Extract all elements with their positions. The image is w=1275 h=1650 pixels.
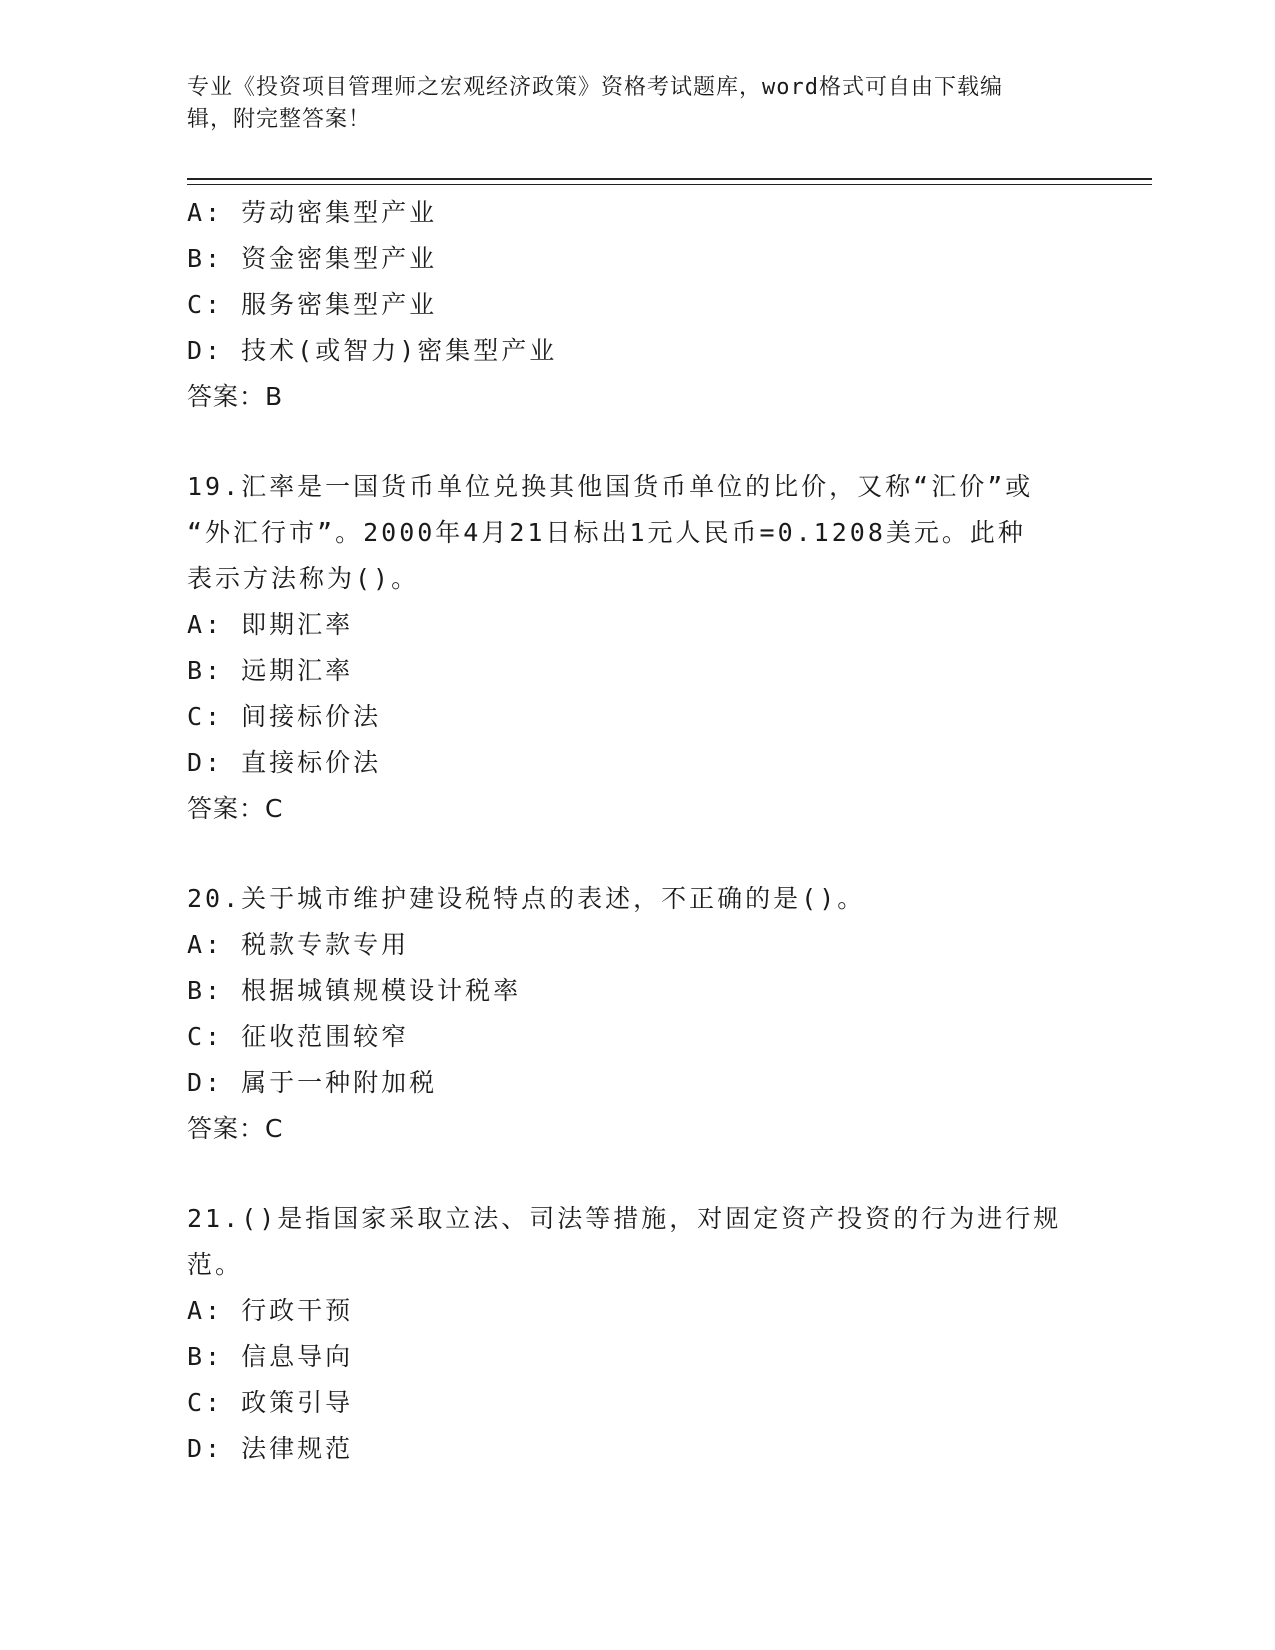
header-title-line-1: 专业《投资项目管理师之宏观经济政策》资格考试题库，word格式可自由下载编 bbox=[187, 75, 1003, 100]
question-list bbox=[187, 190, 1087, 1472]
document-header bbox=[187, 72, 1087, 136]
q19-answer: 答案：C bbox=[187, 794, 284, 823]
header-rule-thick bbox=[187, 178, 1152, 180]
question-18 bbox=[187, 190, 1087, 420]
q19-option-c: C: 间接标价法 bbox=[187, 702, 382, 731]
q18-option-a: A: 劳动密集型产业 bbox=[187, 198, 438, 227]
q18-option-d: D: 技术(或智力)密集型产业 bbox=[187, 336, 558, 365]
q18-answer: 答案：B bbox=[187, 382, 284, 411]
header-title-line-2: 辑，附完整答案！ bbox=[187, 107, 372, 132]
q19-stem-line-1: 19.汇率是一国货币单位兑换其他国货币单位的比价，又称“汇价”或 bbox=[187, 472, 1034, 501]
q19-stem-line-2: “外汇行市”。2000年4月21日标出1元人民币=0.1208美元。此种 bbox=[187, 518, 1026, 547]
q20-option-d: D: 属于一种附加税 bbox=[187, 1068, 438, 1097]
q19-option-d: D: 直接标价法 bbox=[187, 748, 382, 777]
question-spacer bbox=[187, 1152, 1087, 1196]
q20-option-b: B: 根据城镇规模设计税率 bbox=[187, 976, 522, 1005]
q19-option-b: B: 远期汇率 bbox=[187, 656, 354, 685]
q19-stem-line-3: 表示方法称为()。 bbox=[187, 564, 420, 593]
q21-option-d: D: 法律规范 bbox=[187, 1434, 354, 1463]
q20-option-a: A: 税款专款专用 bbox=[187, 930, 410, 959]
q21-stem-line-1: 21.()是指国家采取立法、司法等措施，对固定资产投资的行为进行规 bbox=[187, 1204, 1062, 1233]
q20-stem-line-1: 20.关于城市维护建设税特点的表述，不正确的是()。 bbox=[187, 884, 866, 913]
q21-option-a: A: 行政干预 bbox=[187, 1296, 354, 1325]
q20-option-c: C: 征收范围较窄 bbox=[187, 1022, 410, 1051]
q19-option-a: A: 即期汇率 bbox=[187, 610, 354, 639]
q18-option-c: C: 服务密集型产业 bbox=[187, 290, 438, 319]
header-rule-thin bbox=[187, 184, 1152, 185]
question-21 bbox=[187, 1196, 1087, 1472]
q21-option-c: C: 政策引导 bbox=[187, 1388, 354, 1417]
question-spacer bbox=[187, 832, 1087, 876]
q18-option-b: B: 资金密集型产业 bbox=[187, 244, 438, 273]
q20-answer: 答案：C bbox=[187, 1114, 284, 1143]
q21-option-b: B: 信息导向 bbox=[187, 1342, 354, 1371]
question-19 bbox=[187, 464, 1087, 832]
question-20 bbox=[187, 876, 1087, 1152]
question-spacer bbox=[187, 420, 1087, 464]
q21-stem-line-2: 范。 bbox=[187, 1250, 244, 1279]
